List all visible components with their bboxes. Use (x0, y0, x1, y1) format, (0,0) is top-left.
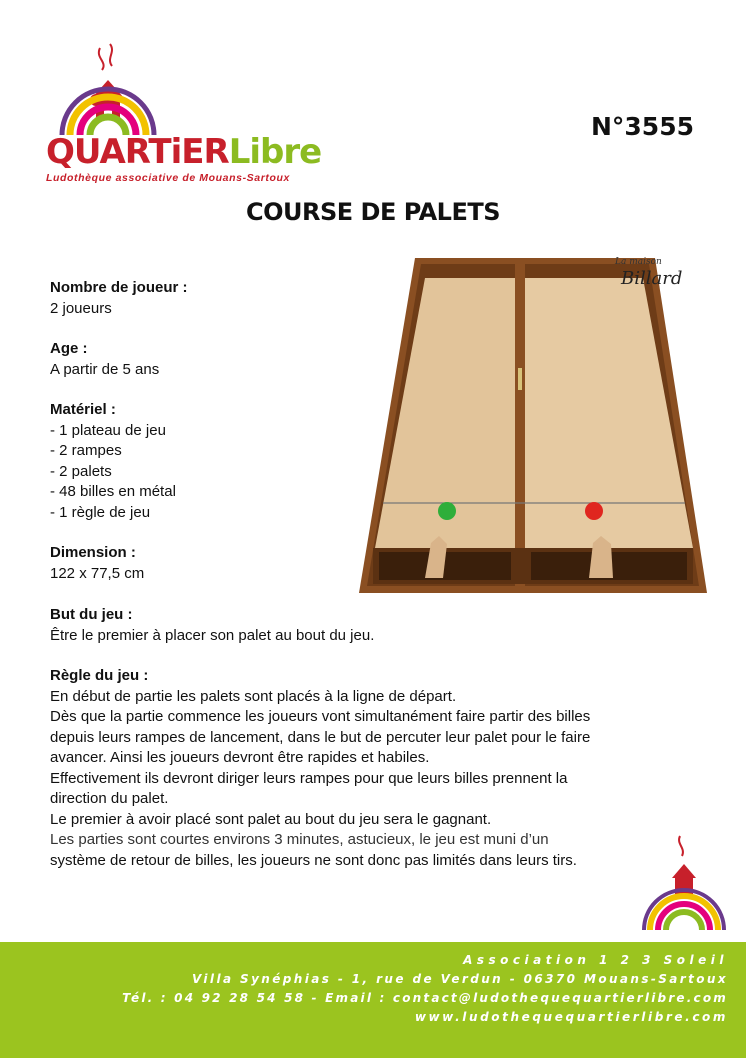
logo-word-libre: Libre (228, 132, 322, 172)
rule-line: Dès que la partie commence les joueurs vont simultanément faire partir des billes (50, 708, 591, 725)
dimension-label: Dimension : (50, 544, 136, 561)
billard-brand-logo (605, 252, 685, 298)
rules-section (50, 605, 720, 871)
page-title: COURSE DE PALETS (246, 198, 500, 226)
footer-association: Association 1 2 3 Soleil (463, 953, 728, 967)
material-item: - 2 rampes (50, 442, 122, 459)
logo-word-quartier: QUARTiER (46, 132, 229, 172)
rule-line: direction du palet. (50, 790, 169, 807)
material-item: - 1 règle de jeu (50, 503, 151, 521)
mascot-house-icon (640, 830, 730, 940)
game-board-photo (355, 248, 715, 600)
rule-label: Règle du jeu : (50, 667, 149, 684)
footer-website-link[interactable]: www.ludothequequartierlibre.com (414, 1010, 728, 1024)
dimension-value: 122 x 77,5 cm (50, 564, 145, 582)
players-value: 2 joueurs (50, 299, 112, 317)
brand-line1: La maison (615, 257, 662, 267)
age-label: Age : (50, 340, 88, 357)
material-item: - 48 billes en métal (50, 483, 176, 500)
game-info (50, 278, 350, 584)
footer-contact-band (0, 942, 746, 1058)
goal-label: But du jeu : (50, 606, 133, 623)
material-item: - 1 plateau de jeu (50, 421, 166, 439)
age-value: A partir de 5 ans (50, 360, 160, 378)
players-label: Nombre de joueur : (50, 279, 188, 296)
material-label: Matériel : (50, 401, 116, 418)
rule-line: Les parties sont courtes environs 3 minutes, astucieux, le jeu est muni d’un (50, 831, 549, 848)
reference-number: N°3555 (590, 112, 694, 141)
brand-line2: Billard (621, 268, 683, 289)
footer-address: Villa Synéphias - 1, rue de Verdun - 06370 Mouans-Sartoux (191, 972, 728, 986)
rule-line: avancer. Ainsi les joueurs devront être rapides et habiles. (50, 749, 430, 766)
logo-wordmark (46, 132, 321, 172)
rule-line: En début de partie les palets sont placés à la ligne de départ. (50, 687, 457, 705)
footer-phone-email: Tél. : 04 92 28 54 58 - Email : contact@ludothequequartierlibre.com (122, 991, 728, 1005)
material-item: - 2 palets (50, 462, 112, 480)
rule-line: depuis leurs rampes de lancement, dans le but de percuter leur palet pour le faire (50, 728, 591, 746)
rule-line: Le premier à avoir placé sont palet au bout du jeu sera le gagnant. (50, 810, 492, 828)
goal-text: Être le premier à placer son palet au bout du jeu. (50, 626, 375, 644)
rule-line: système de retour de billes, les joueurs ne sont donc pas limités dans leurs tirs. (50, 851, 577, 869)
rule-line: Effectivement ils devront diriger leurs rampes pour que leurs billes prennent la (50, 769, 568, 787)
logo-subtitle: Ludothèque associative de Mouans-Sartoux (46, 172, 290, 184)
